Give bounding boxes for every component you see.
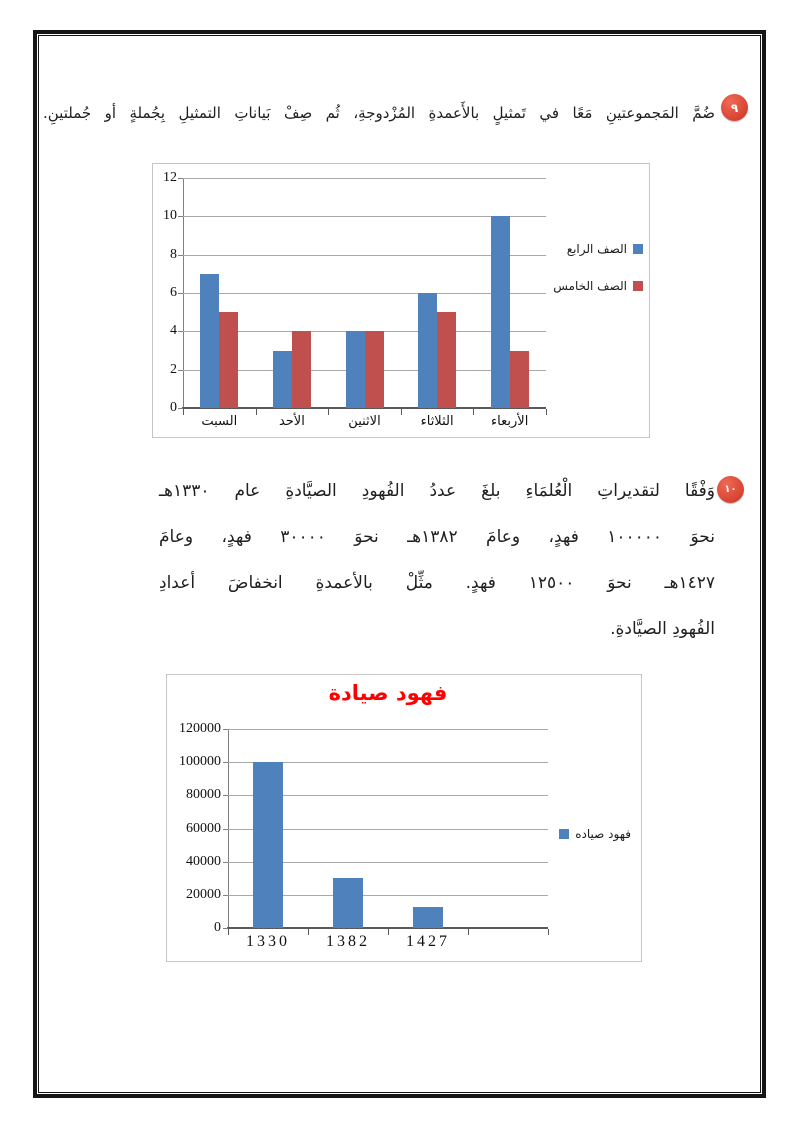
plot-area: [228, 729, 548, 928]
y-axis-tick: [178, 331, 183, 332]
y-axis-labels: [153, 170, 179, 415]
y-axis-label: 0: [170, 400, 177, 415]
y-axis-tick: [223, 795, 228, 796]
bar: [292, 331, 311, 408]
x-axis-label: 1330: [246, 933, 290, 950]
y-axis-tick: [178, 293, 183, 294]
x-axis-tick: [548, 929, 549, 935]
question-9-number: ٩: [730, 100, 739, 115]
y-axis-tick: [223, 829, 228, 830]
y-axis-tick: [223, 729, 228, 730]
legend-entry: [559, 822, 631, 846]
question-10-line-1: وَفْقًا لتقديراتِ الْعُلمَاءِ بلغَ عددُ الفُهودِ الصيَّادةِ عام ١٣٣٠هـ: [159, 481, 715, 501]
bar: [413, 907, 443, 928]
bar: [365, 331, 384, 408]
bar: [437, 312, 456, 408]
x-axis-tick: [546, 409, 547, 415]
y-axis-label: 12: [163, 170, 177, 185]
legend: [559, 822, 631, 846]
y-axis-label: 10: [163, 208, 177, 224]
y-axis-label: 0: [214, 920, 221, 935]
y-axis-label: 80000: [186, 787, 221, 803]
gridline: [183, 178, 546, 179]
x-axis-labels: [228, 933, 548, 959]
cheetah-population-bar-chart: [166, 674, 642, 962]
x-axis-label: الاثنين: [348, 414, 381, 429]
y-axis-label: 120000: [179, 721, 221, 736]
x-axis-label: الثلاثاء: [420, 414, 454, 429]
y-axis-tick: [178, 178, 183, 179]
y-axis-labels: [167, 721, 223, 935]
y-axis-label: 40000: [186, 853, 221, 869]
gridline: [228, 729, 548, 730]
bar: [346, 331, 365, 408]
question-10-text: [159, 468, 715, 652]
x-axis-labels: [183, 414, 546, 440]
legend: [553, 230, 643, 304]
bar: [219, 312, 238, 408]
question-9-number-badge: [721, 94, 748, 121]
question-10-line-2: نحوَ ١٠٠٠٠٠ فهدٍ، وعامَ ١٣٨٢هـ نحوَ ٣٠٠٠٠ فهدٍ، وعامَ: [159, 527, 715, 547]
chart-title: فهود صيادة: [328, 681, 448, 705]
x-axis-label: الأحد: [278, 414, 305, 429]
x-axis-label: 1427: [406, 933, 450, 950]
y-axis-label: 8: [170, 246, 177, 262]
legend-swatch: [633, 244, 643, 254]
bar: [510, 351, 529, 409]
question-10-line-4: الفُهودِ الصيَّادةِ.: [610, 619, 715, 639]
y-axis-label: 6: [170, 285, 177, 300]
x-axis-label: 1382: [326, 933, 370, 950]
y-axis-label: 60000: [186, 820, 221, 836]
weekday-grouped-bar-chart: [152, 163, 650, 438]
y-axis-tick: [178, 255, 183, 256]
plot-area: [183, 178, 546, 408]
y-axis-label: 4: [170, 323, 177, 339]
bar: [273, 351, 292, 409]
y-axis-label: 2: [170, 361, 177, 377]
bar: [200, 274, 219, 408]
y-axis-label: 20000: [186, 886, 221, 902]
question-10-number: ١٠: [724, 484, 737, 495]
question-10-line-3: ١٤٢٧هـ نحوَ ١٢٥٠٠ فهدٍ. مثِّلْ بالأعمدةِ انخفاضَ أعدادِ: [159, 573, 716, 593]
question-9-text: ضُمَّ المَجموعتينِ مَعًا في تَمثيلٍ بالأَعمدةِ المُزْدوجةِ، ثُم صِفْ بَياناتِ التمثيلِ بِجُملةٍ أو جُملتينِ.: [43, 104, 715, 122]
bar: [333, 878, 363, 928]
x-axis-label: السبت: [201, 414, 238, 429]
legend-label: فهود صياده: [575, 827, 631, 841]
legend-entry: [553, 267, 643, 304]
x-axis-label: الأربعاء: [491, 414, 529, 429]
legend-swatch: [559, 829, 569, 839]
y-axis-label: 100000: [179, 754, 221, 770]
y-axis-tick: [178, 370, 183, 371]
y-axis-tick: [223, 862, 228, 863]
legend-swatch: [633, 281, 643, 291]
y-axis-tick: [223, 895, 228, 896]
legend-label: الصف الرابع: [566, 241, 627, 256]
y-axis-tick: [178, 216, 183, 217]
legend-label: الصف الخامس: [553, 278, 627, 293]
y-axis-tick: [223, 762, 228, 763]
legend-entry: [553, 230, 643, 267]
bar: [253, 762, 283, 928]
question-10-number-badge: [717, 476, 744, 503]
bar: [418, 293, 437, 408]
bar: [491, 216, 510, 408]
